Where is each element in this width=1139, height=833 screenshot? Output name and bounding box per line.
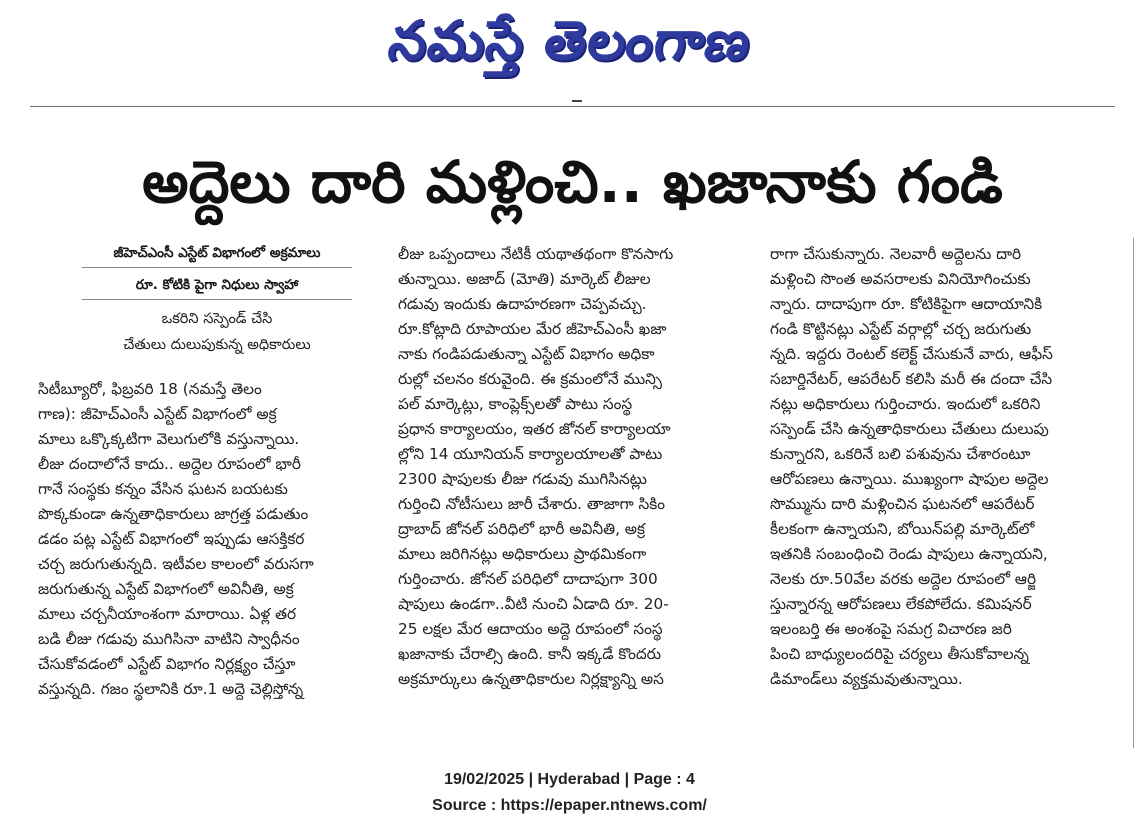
body-line: లీజు దందాలోనే కాదు.. అద్దెల రూపంలో భారీ — [38, 455, 301, 473]
body-line: రుల్లో చలనం కరువైంది. ఈ క్రమంలోనే మున్సి — [398, 370, 662, 388]
subhead-1: జీహెచ్‌ఎంసీ ఎస్టేట్ విభాగంలో అక్రమాలు — [113, 245, 321, 261]
body-line: మాలు జరిగినట్లు అధికారులు ప్రాథమికంగా — [398, 545, 647, 563]
article-column-2 — [398, 242, 742, 692]
body-line: ఇతనికి సంబంధించి రెండు షాపులు ఉన్నాయని, — [770, 545, 1048, 563]
body-line: ఆరోపణలు ఉన్నాయి. ముఖ్యంగా షాపుల అద్దెల — [770, 470, 1049, 488]
body-line: 25 లక్షల మేర ఆదాయం అద్దె రూపంలో సంస్థ — [398, 620, 663, 638]
body-line: ఇలంబర్తి ఈ అంశంపై సమగ్ర విచారణ జరి — [770, 620, 1012, 638]
subhead-divider — [82, 299, 352, 300]
article-column-1 — [38, 377, 360, 702]
body-line: 2300 షాపులకు లీజు గడువు ముగిసినట్లు — [398, 470, 647, 488]
body-line: రూ.కోట్లాది రూపాయల మేర జీహెచ్‌ఎంసీ ఖజా — [398, 320, 667, 338]
footer-source-link[interactable]: Source : https://epaper.ntnews.com/ — [432, 797, 707, 814]
footer-dateline: 19/02/2025 | Hyderabad | Page : 4 — [444, 771, 695, 788]
body-line: సబార్డినేటర్, ఆపరేటర్ కలిసి మరీ ఈ దందా చేసి — [770, 370, 1053, 388]
body-line: కీలకంగా ఉన్నాయని, బోయిన్‌పల్లి మార్కెట్‌లో — [770, 520, 1035, 538]
body-line: చర్చ జరుగుతున్నది. ఇటీవల కాలంలో వరుసగా — [38, 555, 314, 573]
body-line: ద్రాబాద్ జోనల్ పరిధిలో భారీ అవినీతి, అక్ర — [398, 520, 646, 538]
body-line: షాపులు ఉండగా..వీటి నుంచి ఏడాది రూ. 20- — [398, 595, 669, 613]
body-line: చేసుకోవడంలో ఎస్టేట్ విభాగం నిర్లక్ష్యం చేస్తూ — [38, 655, 296, 673]
body-line: అక్రమార్కులు ఉన్నతాధికారుల నిర్లక్ష్యాన్ని అస — [398, 670, 664, 688]
footer — [0, 767, 1139, 819]
body-line: నెలకు రూ.50వేల వరకు అద్దెల రూపంలో ఆర్జి — [770, 570, 1037, 588]
body-line: గానే సంస్థకు కన్నం వేసిన ఘటన బయటకు — [38, 480, 288, 498]
subhead-divider — [82, 267, 352, 268]
body-line: గడువు ఇందుకు ఉదాహరణగా చెప్పవచ్చు. — [398, 295, 647, 313]
masthead-divider — [30, 106, 1115, 107]
subheads-box — [82, 242, 352, 358]
page-edge-line — [1133, 238, 1134, 748]
body-line: పొక్కకుండా ఉన్నతాధికారులు జాగ్రత్త పడుతుం — [38, 505, 309, 523]
body-line: జరుగుతున్న ఎస్టేట్ విభాగంలో అవినీతి, అక్ర — [38, 580, 294, 598]
body-line: లీజు ఒప్పందాలు నేటికీ యథాతథంగా కొనసాగు — [398, 245, 674, 263]
body-line: బడి లీజు గడువు ముగిసినా వాటిని స్వాధీనం — [38, 630, 300, 648]
body-line: సస్పెండ్ చేసి ఉన్నతాధికారులు చేతులు దులుపు — [770, 420, 1049, 438]
body-line: డడం పట్ల ఎస్టేట్ విభాగంలో ఇప్పుడు ఆసక్తికర — [38, 530, 305, 548]
body-line: గుర్తించి నోటీసులు జారీ చేశారు. తాజాగా సికిం — [398, 495, 666, 513]
body-line: స్తున్నారన్న ఆరోపణలు లేకపోలేదు. కమిషనర్ — [770, 595, 1032, 613]
deck-line-1: ఒకరిని సస్పెండ్ చేసి — [161, 311, 273, 327]
body-line: గుర్తించారు. జోనల్ పరిధిలో దాదాపుగా 300 — [398, 570, 658, 588]
body-line: మళ్లించి సొంత అవసరాలకు వినియోగించుకు — [770, 270, 1031, 288]
body-line: రాగా చేసుకున్నారు. నెలవారీ అద్దెలను దారి — [770, 245, 1022, 263]
headline: అద్దెలు దారి మళ్లించి.. ఖజానాకు గండి — [142, 148, 1003, 216]
body-line: న్నారు. దాదాపుగా రూ. కోటికిపైగా ఆదాయానికి — [770, 295, 1043, 313]
masthead-logo-title: నమస్తే తెలంగాణ — [384, 9, 755, 72]
body-line: సిటీబ్యూరో, ఫిబ్రవరి 18 (నమస్తే తెలం — [38, 380, 262, 398]
body-line: ల్లోని 14 యూనియన్ కార్యాలయాలతో పాటు — [398, 445, 663, 463]
subhead-2: రూ. కోటికి పైగా నిధులు స్వాహా — [135, 277, 299, 293]
rule-tick — [572, 100, 582, 102]
body-line: మాలు చర్చనీయాంశంగా మారాయి. ఏళ్ల తర — [38, 605, 297, 623]
body-line: గండి కొట్టినట్లు ఎస్టేట్ వర్గాల్లో చర్చ జరుగుతు — [770, 320, 1032, 338]
body-line: తున్నాయి. అజాద్ (మోతి) మార్కెట్ లీజుల — [398, 270, 651, 288]
body-line: డిమాండ్‌లు వ్యక్తమవుతున్నాయి. — [770, 670, 963, 688]
body-line: న్నది. ఇద్దరు రెంటల్ కలెక్ట్ చేసుకునే వారు, ఆఫీస్ — [770, 345, 1053, 363]
deck-line-2: చేతులు దులుపుకున్న అధికారులు — [123, 337, 311, 353]
body-line: గాణ): జీహెచ్‌ఎంసీ ఎస్టేట్ విభాగంలో అక్ర — [38, 405, 277, 423]
body-line: నాకు గండిపడుతున్నా ఎస్టేట్ విభాగం అధికా — [398, 345, 655, 363]
body-line: పల్ మార్కెట్లు, కాంప్లెక్స్‌లతో పాటు సంస్థ — [398, 395, 633, 413]
body-line: వస్తున్నది. గజం స్థలానికి రూ.1 అద్దె చెల్లిస్తోన్న — [38, 680, 304, 698]
body-line: ప్రధాన కార్యాలయం, ఇతర జోనల్ కార్యాలయా — [398, 420, 671, 438]
body-line: నట్లు అధికారులు గుర్తించారు. ఇందులో ఒకరిని — [770, 395, 1041, 413]
body-line: ఖజానాకు చేరాల్సి ఉంది. కానీ ఇక్కడే కొందరు — [398, 645, 661, 663]
body-line: పించి బాధ్యులందరిపై చర్యలు తీసుకోవాలన్న — [770, 645, 1029, 663]
article-column-3 — [770, 242, 1122, 692]
masthead — [0, 6, 1139, 84]
body-line: సొమ్మును దారి మళ్లించిన ఘటనలో ఆపరేటర్ — [770, 495, 1035, 513]
body-line: కున్నారని, ఒకరినే బలి పశువును చేశారంటూ — [770, 445, 1031, 463]
body-line: మాలు ఒక్కొక్కటిగా వెలుగులోకి వస్తున్నాయి. — [38, 430, 300, 448]
